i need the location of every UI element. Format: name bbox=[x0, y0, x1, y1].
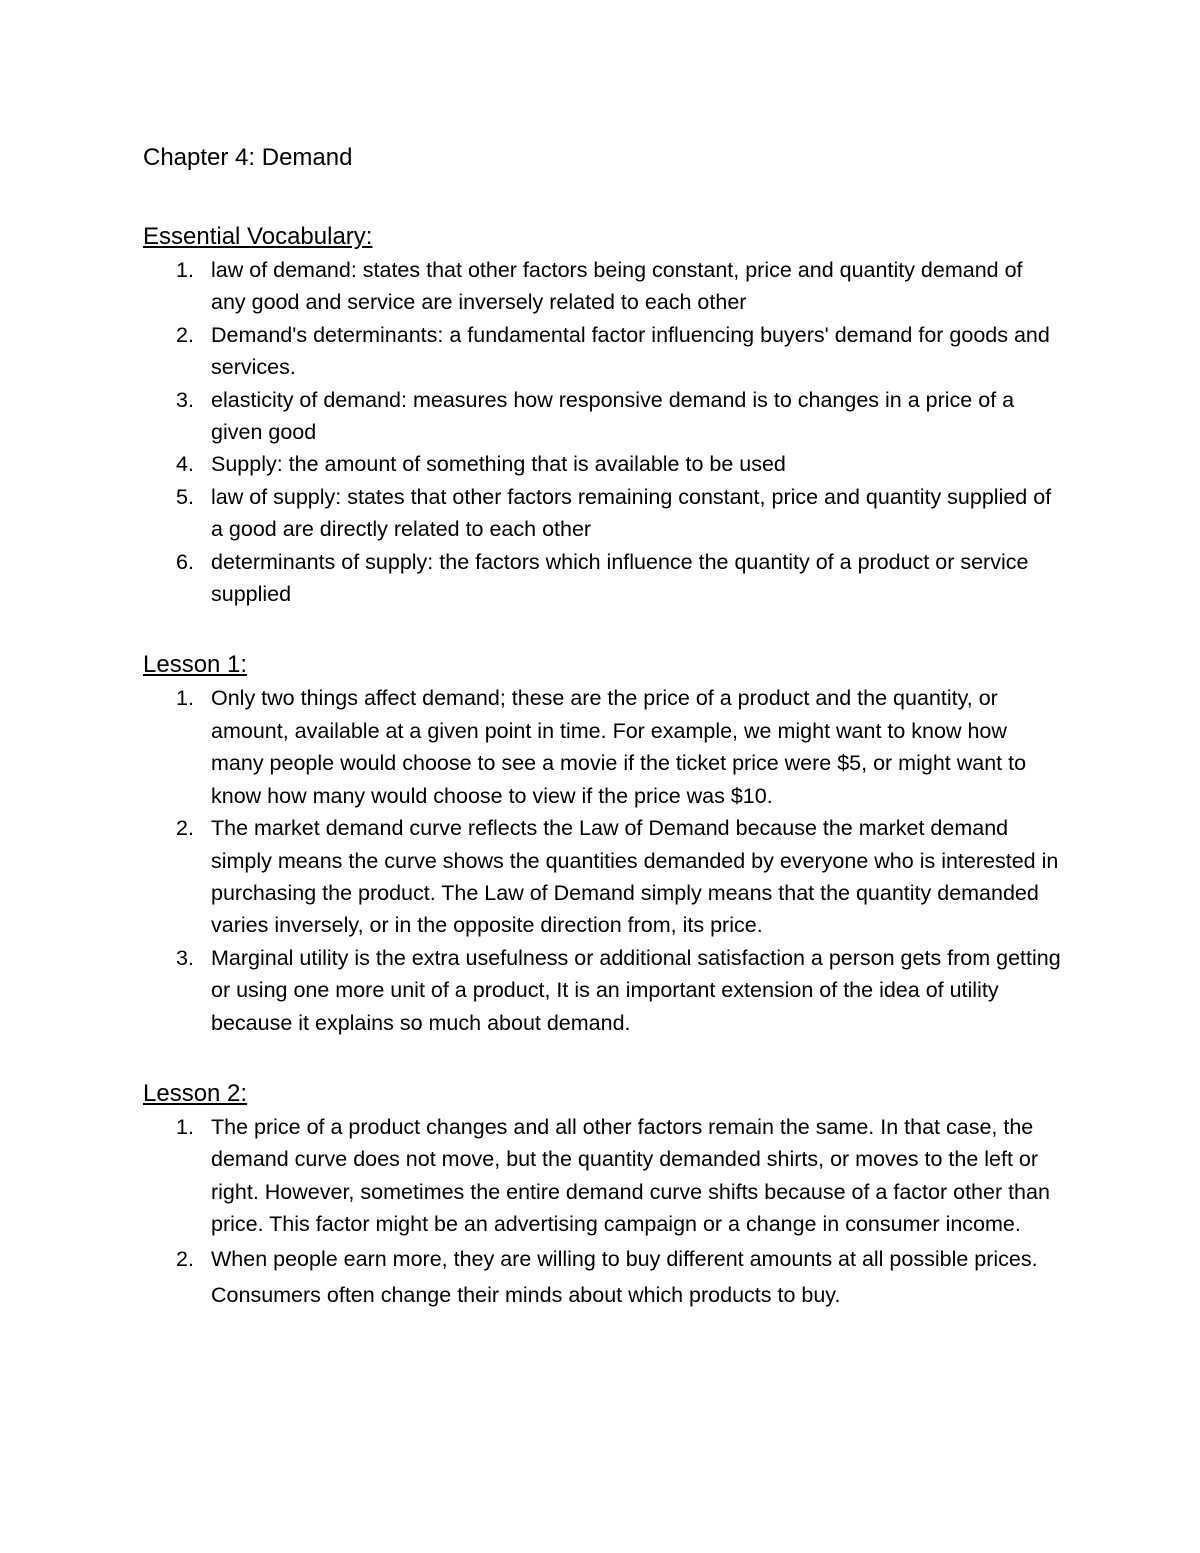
list-item bbox=[143, 481, 1063, 546]
list-number: 6. bbox=[176, 549, 194, 574]
lesson-2-list bbox=[143, 1111, 1063, 1313]
list-number: 2. bbox=[176, 322, 194, 347]
list-item bbox=[143, 812, 1063, 942]
list-number: 2. bbox=[176, 1246, 194, 1271]
list-item bbox=[143, 682, 1063, 812]
list-number: 1. bbox=[176, 258, 194, 282]
list-number: 1. bbox=[176, 686, 194, 711]
list-text: The price of a product changes and all other factors remain the same. In that case, the demand curve does not move, but the quantity demanded shirts, or moves to the left or right. However, sometimes the entire demand curve shifts because of a factor other than price. This factor might be an advertising campaign or a change in consumer income. bbox=[211, 1114, 1050, 1237]
list-item bbox=[143, 942, 1063, 1039]
list-text: The market demand curve reflects the Law of Demand because the market demand simply means the curve shows the quantities demanded by everyone who is interested in purchasing the product. The Law of Demand simply means that the quantity demanded varies inversely, or in the opposite direction from, its price. bbox=[211, 816, 1059, 938]
list-text: law of supply: states that other factors remaining constant, price and quantity supplied of a good are directly related to each other bbox=[211, 484, 1052, 542]
lesson-1-heading: Lesson 1: bbox=[143, 651, 248, 679]
list-text: Marginal utility is the extra usefulness or additional satisfaction a person gets from getting or using one more unit of a product, It is an important extension of the idea of utility because it explains so much about demand. bbox=[211, 945, 1061, 1035]
list-number: 3. bbox=[176, 387, 194, 412]
document-title: Chapter 4: Demand bbox=[143, 144, 353, 171]
list-item bbox=[143, 384, 1063, 449]
list-item bbox=[143, 448, 1063, 480]
list-number: 1. bbox=[176, 1114, 194, 1139]
list-text: elasticity of demand: measures how responsive demand is to changes in a price of a given good bbox=[211, 387, 1015, 445]
list-number: 5. bbox=[176, 484, 194, 509]
list-item bbox=[143, 1111, 1063, 1241]
list-item bbox=[143, 546, 1063, 611]
list-number: 2. bbox=[176, 816, 194, 841]
list-text: Demand's determinants: a fundamental factor influencing buyers' demand for goods and services. bbox=[211, 322, 1050, 380]
list-number: 4. bbox=[176, 452, 194, 477]
list-item bbox=[143, 319, 1063, 384]
list-text: When people earn more, they are willing to buy different amounts at all possible prices. Consumers often change their minds about which products to buy. bbox=[211, 1246, 1038, 1307]
list-number: 3. bbox=[176, 945, 194, 970]
list-text: Supply: the amount of something that is available to be used bbox=[211, 452, 786, 477]
list-item bbox=[143, 254, 1063, 319]
document-page bbox=[143, 140, 1063, 1313]
vocabulary-heading: Essential Vocabulary: bbox=[143, 223, 373, 250]
lesson-2-heading: Lesson 2: bbox=[143, 1079, 248, 1107]
lesson-1-list bbox=[143, 682, 1063, 1038]
list-item bbox=[143, 1241, 1063, 1313]
vocabulary-list bbox=[143, 254, 1063, 610]
list-text: determinants of supply: the factors which influence the quantity of a product or service supplied bbox=[211, 549, 1029, 607]
list-text: law of demand: states that other factors being constant, price and quantity demand of any good and service are inversely related to each other bbox=[211, 258, 1023, 315]
list-text: Only two things affect demand; these are the price of a product and the quantity, or amount, available at a given point in time. For example, we might want to know how many people would choose to see a movie if the ticket price were $5, or might want to know how many would choose to view if the price was $10. bbox=[211, 686, 1027, 808]
